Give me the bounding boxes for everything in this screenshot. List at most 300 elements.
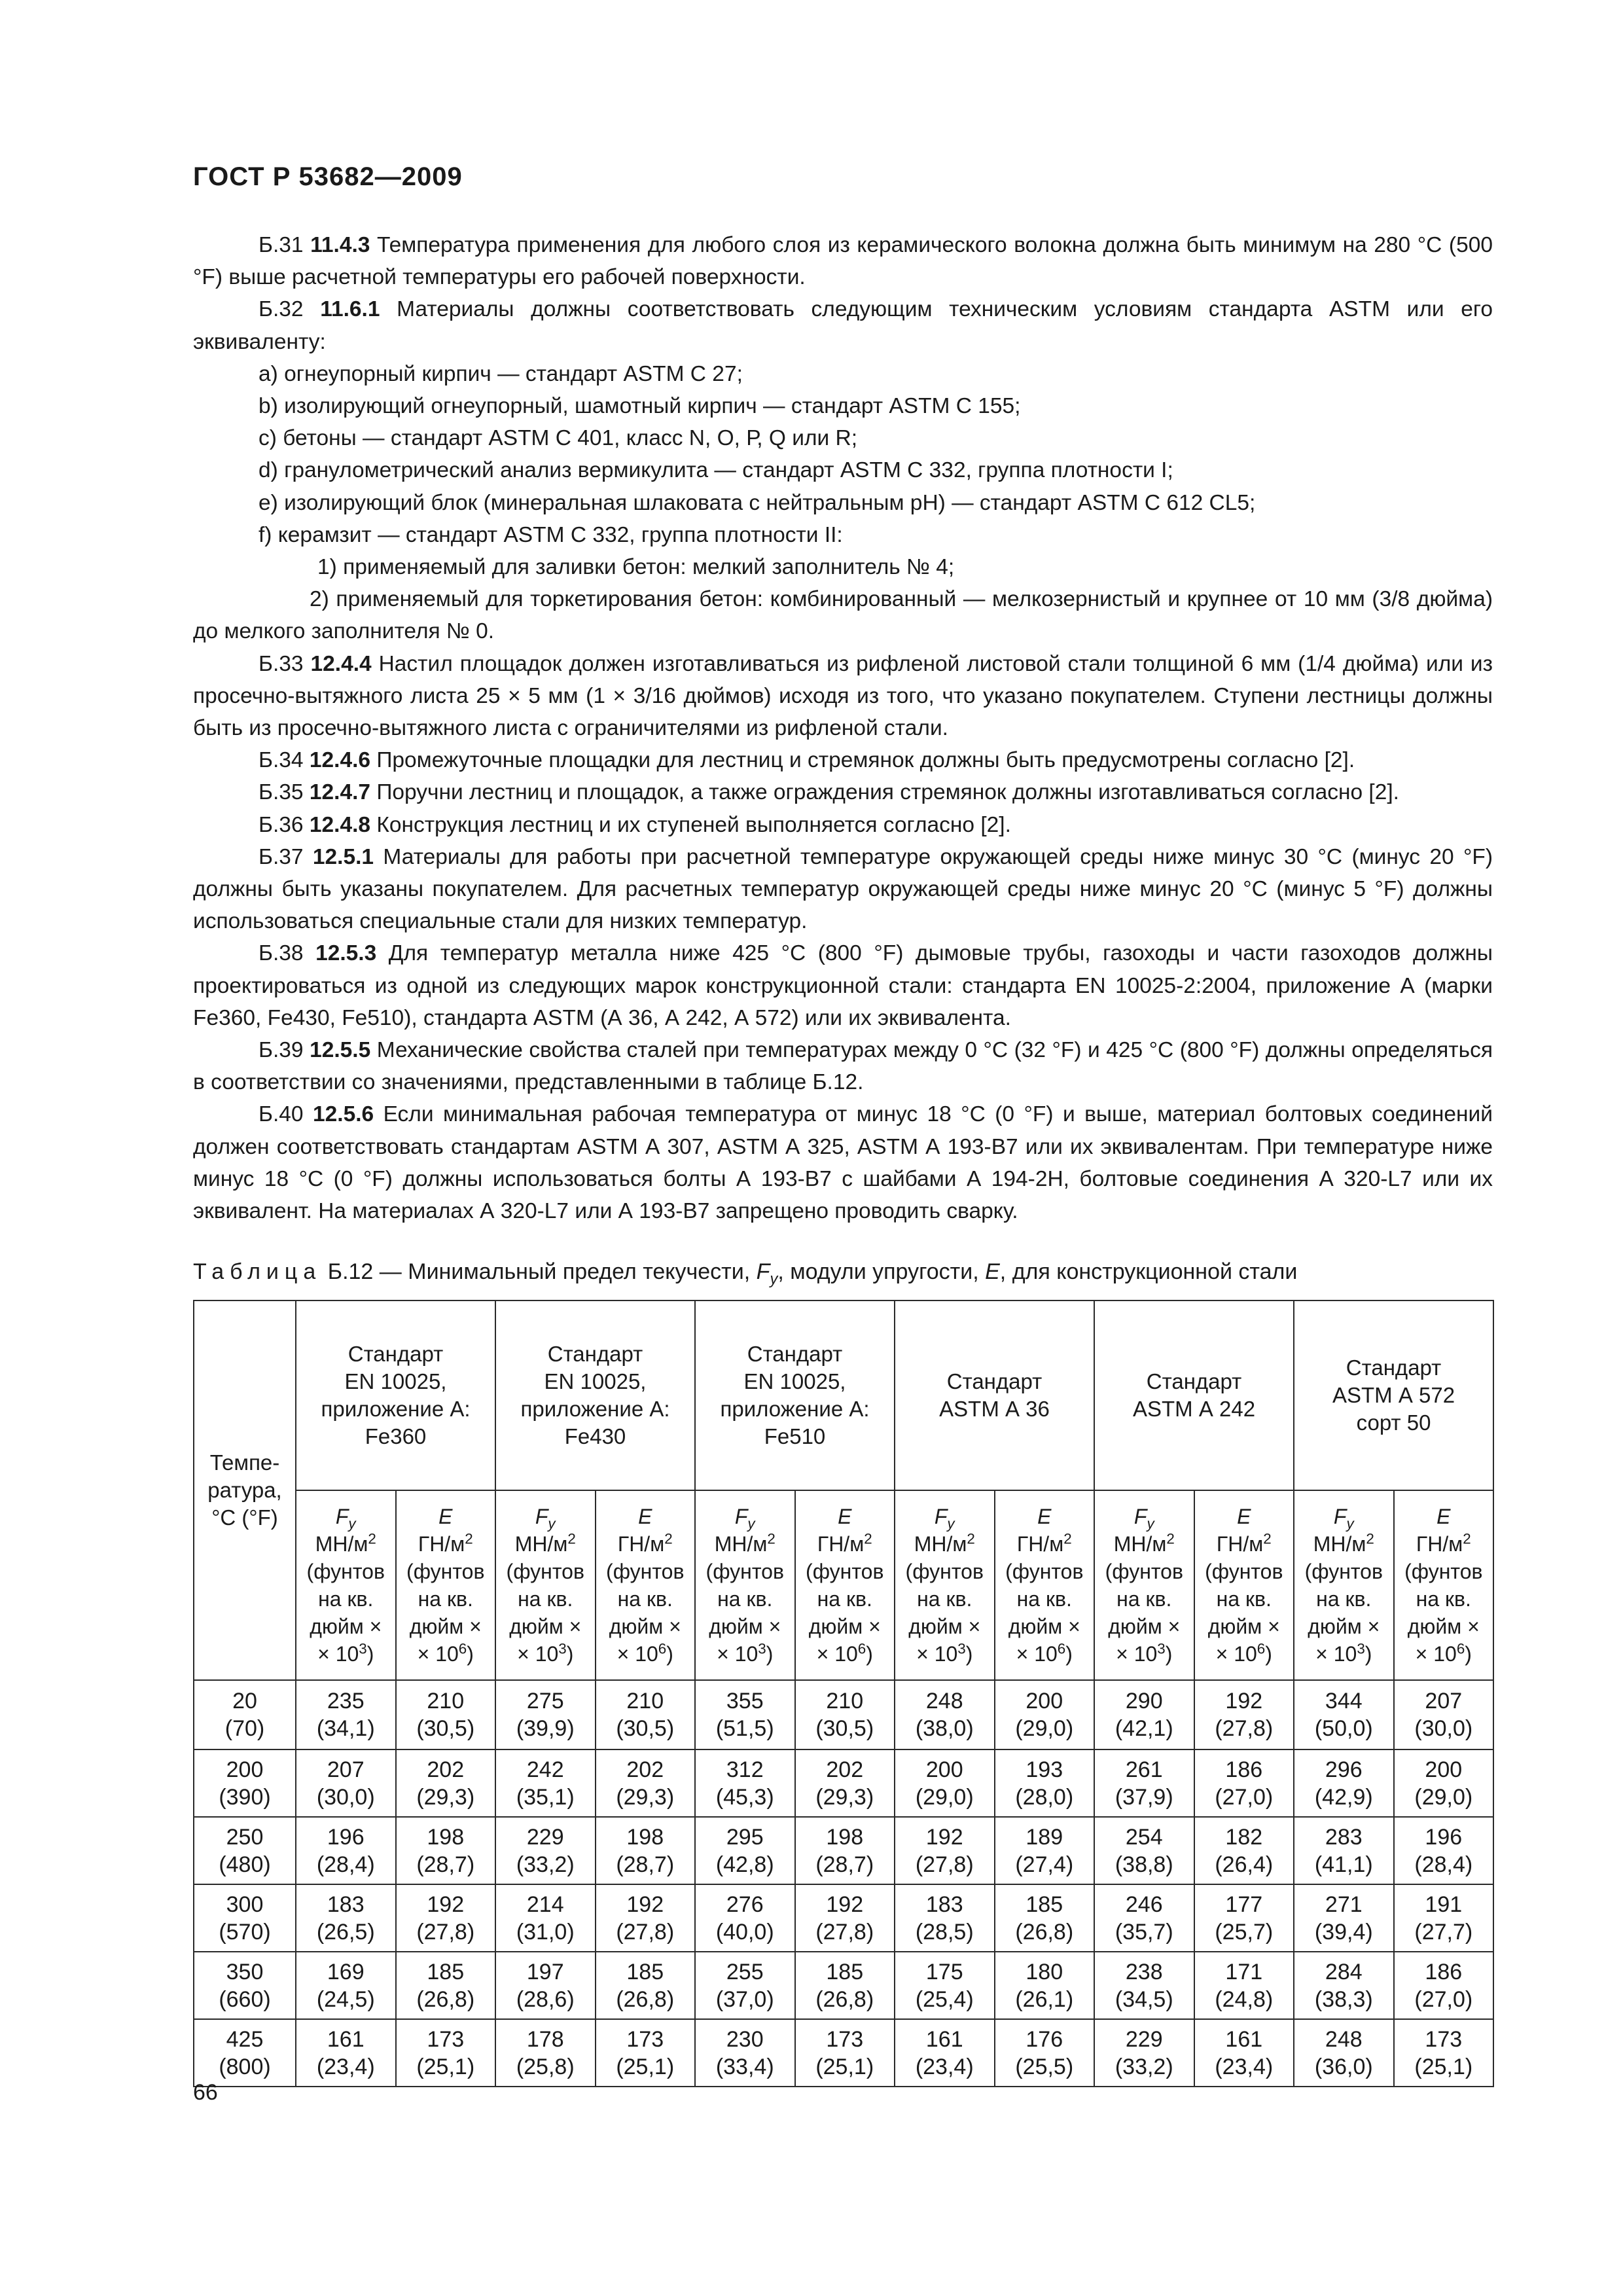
- value-cell: [495, 1952, 596, 2019]
- unit-description-line: на кв.: [1416, 1587, 1471, 1611]
- multiplier-close: ): [965, 1642, 973, 1666]
- si-value: 312: [726, 1757, 764, 1782]
- si-value: 175: [925, 1959, 963, 1984]
- symbol-line: [997, 1503, 1093, 1530]
- si-value: 161: [925, 2026, 963, 2052]
- multiplier-line: [1196, 1640, 1293, 1668]
- multiplier-close: ): [1165, 1642, 1173, 1666]
- symbol: [734, 1505, 755, 1532]
- si-value: 254: [1125, 1824, 1163, 1850]
- imperial-value: (23,4): [1215, 2054, 1274, 2079]
- value-cell: [995, 1817, 1095, 1884]
- imperial-value: (25,1): [815, 2054, 874, 2079]
- symbol: [1237, 1505, 1251, 1528]
- symbol: [1436, 1505, 1450, 1528]
- unit-description-line: дюйм ×: [609, 1615, 681, 1638]
- multiplier-close: ): [866, 1642, 873, 1666]
- symbol-line: [1196, 1503, 1293, 1530]
- paragraph-text: a) огнеупорный кирпич — стандарт ASTM С 27;: [259, 361, 743, 386]
- unit-exponent: 2: [567, 1530, 576, 1547]
- si-value: 207: [1425, 1689, 1463, 1713]
- imperial-value: (27,4): [1015, 1852, 1074, 1877]
- unit-exponent: 2: [368, 1530, 376, 1547]
- unit-line: [298, 1530, 394, 1558]
- symbol: [438, 1505, 452, 1528]
- temperature-cell: [194, 1749, 296, 1817]
- standard-header-line: Fe360: [365, 1424, 427, 1448]
- value-cell: [695, 1952, 795, 2019]
- paragraph-text: Материалы для работы при расчетной температуре окружающей среды ниже минус 30 °С (минус 20 °F) должны быть указаны покупателем. Для расчетных температур окружающей среды ниже минус 20 °С (минус 5 °F) должны использоваться специальные стали для низких температур.: [193, 844, 1493, 934]
- si-value: 200: [925, 1757, 963, 1782]
- si-value: 183: [327, 1892, 365, 1917]
- si-value: 192: [427, 1892, 465, 1917]
- si-value: 295: [726, 1824, 764, 1850]
- standard-header-line: Стандарт: [547, 1342, 643, 1366]
- paragraph-text: c) бетоны — стандарт ASTM С 401, класс N, О, Р, Q или R;: [259, 426, 858, 451]
- document-body: [193, 229, 1493, 1227]
- standard-header-line: ASTM А 242: [1132, 1397, 1256, 1421]
- document-header: ГОСТ Р 53682—2009: [193, 162, 463, 191]
- symbol-letter: F: [1133, 1505, 1147, 1528]
- value-cell: [995, 1884, 1095, 1952]
- paragraph-text: Если минимальная рабочая температура от минус 18 °С (0 °F) и выше, материал болтовых соединений должен соответствовать стандартам ASTM А 307, ASTM А 325, ASTM А 193-В7 или их эквивалентам. При температуре ниже минус 18 °С (0 °F) должны использоваться болты А 193-В7 с шайбами А 194-2Н, болтовые соединения А 320-L7 или их эквивалент. На материалах А 320-L7 или А 193-В7 запрещено проводить сварку.: [193, 1102, 1493, 1224]
- multiplier-close: ): [467, 1642, 474, 1666]
- value-cell: [296, 1680, 396, 1749]
- si-value: 198: [626, 1824, 664, 1850]
- imperial-value: (29,3): [416, 1784, 475, 1810]
- symbol-subscript: y: [348, 1515, 356, 1532]
- si-value: 169: [327, 1959, 365, 1984]
- value-cell: [396, 1817, 496, 1884]
- imperial-value: (35,1): [516, 1784, 575, 1810]
- unit-line: [1396, 1530, 1492, 1558]
- unit-exponent: 2: [864, 1530, 872, 1547]
- standard-header-line: сорт 50: [1356, 1410, 1431, 1435]
- multiplier-exponent: 3: [558, 1640, 567, 1657]
- si-value: 192: [925, 1824, 963, 1850]
- symbol: [838, 1505, 851, 1528]
- symbol-line: [298, 1503, 394, 1530]
- value-cell: [1094, 1952, 1194, 2019]
- symbol-letter: F: [734, 1505, 748, 1528]
- si-value: 183: [925, 1892, 963, 1917]
- unit-exponent: 2: [465, 1530, 473, 1547]
- value-cell: [495, 1749, 596, 1817]
- multiplier: × 10: [417, 1642, 459, 1666]
- standard-header: [1294, 1300, 1493, 1490]
- value-cell: [596, 1680, 696, 1749]
- multiplier-line: [697, 1640, 793, 1668]
- multiplier-line: [398, 1640, 494, 1668]
- imperial-value: (25,5): [1015, 2054, 1074, 2079]
- multiplier-line: [997, 1640, 1093, 1668]
- value-cell: [795, 1952, 895, 2019]
- unit: ГН/м: [1416, 1532, 1463, 1556]
- paragraph: [193, 229, 1493, 293]
- multiplier-exponent: 3: [359, 1640, 367, 1657]
- si-value: 182: [1225, 1824, 1263, 1850]
- section-reference: 12.5.6: [313, 1102, 374, 1127]
- si-value: 202: [826, 1757, 864, 1782]
- unit-exponent: 2: [1263, 1530, 1272, 1547]
- paragraph: [193, 1098, 1493, 1227]
- paragraph-text: Для температур металла ниже 425 °С (800 °F) дымовые трубы, газоходы и части газоходов должны проектироваться из одной из следующих марок конструкционной стали: стандарта EN 10025-2:2004, приложение А (марки Fe360, Fe430, Fe510), стандарта ASTM (А 36, А 242, А 572) или их эквивалента.: [193, 941, 1493, 1030]
- table-row: [194, 1680, 1493, 1749]
- multiplier-exponent: 3: [758, 1640, 766, 1657]
- yield-strength-header: [495, 1490, 596, 1680]
- si-value: 248: [1325, 2026, 1363, 2052]
- clause-number: Б.36: [259, 812, 310, 837]
- si-value: 161: [1225, 2026, 1263, 2052]
- paragraph: [193, 744, 1493, 776]
- symbol-subscript: y: [1346, 1515, 1354, 1532]
- si-value: 355: [726, 1689, 764, 1713]
- multiplier-line: [1396, 1640, 1492, 1668]
- si-value: 197: [526, 1959, 564, 1984]
- multiplier-close: ): [1265, 1642, 1272, 1666]
- symbol-letter: F: [934, 1505, 948, 1528]
- si-value: 283: [1325, 1824, 1363, 1850]
- imperial-value: (33,2): [1115, 2054, 1173, 2079]
- imperial-value: (38,3): [1314, 1986, 1373, 2012]
- symbol-subscript: y: [1147, 1515, 1154, 1532]
- temperature-value: (800): [219, 2054, 271, 2079]
- unit-line: [1196, 1530, 1293, 1558]
- value-cell: [995, 1952, 1095, 2019]
- temperature-cell: [194, 2019, 296, 2087]
- value-cell: [1094, 2019, 1194, 2087]
- value-cell: [995, 1680, 1095, 1749]
- imperial-value: (24,8): [1215, 1986, 1274, 2012]
- standard-header-line: EN 10025,: [344, 1369, 447, 1393]
- value-cell: [495, 1884, 596, 1952]
- standard-header-line: ASTM А 36: [939, 1397, 1050, 1421]
- imperial-value: (42,1): [1115, 1716, 1173, 1741]
- section-reference: 12.4.4: [310, 651, 372, 676]
- value-cell: [1394, 1749, 1494, 1817]
- multiplier-exponent: 6: [658, 1640, 667, 1657]
- unit-description-line: дюйм ×: [709, 1615, 781, 1638]
- unit-description-line: (фунтов: [1404, 1560, 1483, 1583]
- symbol-letter: E: [838, 1505, 852, 1528]
- imperial-value: (25,8): [516, 2054, 575, 2079]
- paragraph: [193, 390, 1493, 422]
- paragraph: [193, 937, 1493, 1034]
- steel-properties-table: [193, 1300, 1494, 2087]
- si-value: 193: [1026, 1757, 1063, 1782]
- section-reference: 12.5.3: [315, 941, 377, 966]
- imperial-value: (28,6): [516, 1986, 575, 2012]
- temperature-value: (70): [224, 1716, 265, 1741]
- multiplier-line: [1296, 1640, 1392, 1668]
- unit-description-line: дюйм ×: [1207, 1615, 1280, 1638]
- multiplier: × 10: [1315, 1642, 1357, 1666]
- symbol-letter: F: [535, 1505, 548, 1528]
- value-cell: [1394, 1817, 1494, 1884]
- si-value: 238: [1125, 1959, 1163, 1984]
- imperial-value: (28,0): [1015, 1784, 1074, 1810]
- unit: МН/м: [1313, 1532, 1366, 1556]
- value-cell: [1294, 2019, 1394, 2087]
- unit-description-line: на кв.: [518, 1587, 573, 1611]
- multiplier-exponent: 3: [1157, 1640, 1166, 1657]
- value-cell: [596, 1749, 696, 1817]
- unit-line: [497, 1530, 594, 1558]
- si-value: 235: [327, 1689, 365, 1713]
- paragraph: [193, 519, 1493, 551]
- si-value: 176: [1026, 2026, 1063, 2052]
- imperial-value: (28,7): [815, 1852, 874, 1877]
- multiplier-exponent: 6: [458, 1640, 467, 1657]
- symbol-line: [398, 1503, 494, 1530]
- multiplier-line: [497, 1640, 594, 1668]
- imperial-value: (37,0): [715, 1986, 774, 2012]
- fy-subscript: y: [770, 1270, 778, 1288]
- value-cell: [895, 2019, 995, 2087]
- unit-description-line: дюйм ×: [1008, 1615, 1080, 1638]
- imperial-value: (26,8): [616, 1986, 675, 2012]
- imperial-value: (25,4): [915, 1986, 974, 2012]
- unit: МН/м: [914, 1532, 967, 1556]
- value-cell: [396, 1680, 496, 1749]
- imperial-value: (30,0): [1414, 1716, 1473, 1741]
- si-value: 284: [1325, 1959, 1363, 1984]
- elastic-modulus-header: [396, 1490, 496, 1680]
- si-value: 191: [1425, 1892, 1463, 1917]
- symbol-letter: E: [438, 1505, 453, 1528]
- paragraph-text: Конструкция лестниц и их ступеней выполняется согласно [2].: [370, 812, 1011, 837]
- si-value: 171: [1225, 1959, 1263, 1984]
- temperature-value: 300: [226, 1892, 264, 1917]
- si-value: 192: [1225, 1689, 1263, 1713]
- imperial-value: (34,5): [1115, 1986, 1173, 2012]
- value-cell: [795, 1749, 895, 1817]
- imperial-value: (50,0): [1314, 1716, 1373, 1741]
- si-value: 173: [626, 2026, 664, 2052]
- symbol-letter: E: [638, 1505, 652, 1528]
- si-value: 271: [1325, 1892, 1363, 1917]
- imperial-value: (26,5): [316, 1919, 375, 1945]
- unit-line: [1296, 1530, 1392, 1558]
- section-reference: 12.4.7: [309, 780, 371, 805]
- value-cell: [1194, 1884, 1294, 1952]
- paragraph: [193, 551, 1493, 583]
- standard-header-line: Fe510: [764, 1424, 826, 1448]
- table-row: [194, 1884, 1493, 1952]
- paragraph-text: Температура применения для любого слоя из керамического волокна должна быть минимум на 280 °С (500 °F) выше расчетной температуры его рабочей поверхности.: [193, 233, 1493, 290]
- imperial-value: (25,7): [1215, 1919, 1274, 1945]
- imperial-value: (30,5): [416, 1716, 475, 1741]
- unit-exponent: 2: [767, 1530, 776, 1547]
- symbol: [535, 1505, 556, 1532]
- value-cell: [895, 1749, 995, 1817]
- imperial-value: (37,9): [1115, 1784, 1173, 1810]
- unit-description-line: (фунтов: [905, 1560, 984, 1583]
- standard-header: [296, 1300, 495, 1490]
- table-caption-word: Таблица: [193, 1259, 322, 1284]
- symbol-line: [1096, 1503, 1192, 1530]
- multiplier: × 10: [1116, 1642, 1158, 1666]
- symbol-line: [597, 1503, 694, 1530]
- multiplier: × 10: [317, 1642, 359, 1666]
- temperature-value: (660): [219, 1986, 271, 2012]
- unit-exponent: 2: [1063, 1530, 1072, 1547]
- section-reference: 11.6.1: [320, 297, 380, 322]
- value-cell: [1194, 1749, 1294, 1817]
- multiplier: × 10: [1415, 1642, 1457, 1666]
- multiplier-line: [897, 1640, 993, 1668]
- imperial-value: (34,1): [316, 1716, 375, 1741]
- elastic-modulus-header: [795, 1490, 895, 1680]
- value-cell: [296, 1952, 396, 2019]
- imperial-value: (27,0): [1215, 1784, 1274, 1810]
- si-value: 255: [726, 1959, 764, 1984]
- value-cell: [1394, 1884, 1494, 1952]
- clause-number: Б.37: [259, 844, 313, 869]
- table-caption-end: , для конструкционной стали: [999, 1259, 1298, 1284]
- yield-strength-header: [695, 1490, 795, 1680]
- si-value: 186: [1225, 1757, 1263, 1782]
- standard-header-line: EN 10025,: [544, 1369, 647, 1393]
- imperial-value: (35,7): [1115, 1919, 1173, 1945]
- section-reference: 12.4.8: [309, 812, 371, 837]
- multiplier-line: [597, 1640, 694, 1668]
- yield-strength-header: [296, 1490, 396, 1680]
- symbol-subscript: y: [747, 1515, 755, 1532]
- yield-strength-header: [1094, 1490, 1194, 1680]
- value-cell: [795, 1680, 895, 1749]
- value-cell: [1194, 1817, 1294, 1884]
- multiplier-exponent: 6: [1257, 1640, 1266, 1657]
- elastic-modulus-header: [995, 1490, 1095, 1680]
- standard-header-line: ASTM А 572: [1332, 1383, 1455, 1407]
- paragraph: [193, 487, 1493, 519]
- paragraph: [193, 454, 1493, 486]
- clause-number: Б.35: [259, 780, 310, 805]
- unit-description-line: (фунтов: [606, 1560, 685, 1583]
- paragraph-text: Поручни лестниц и площадок, а также ограждения стремянок должны изготавливаться согласно [2].: [370, 780, 1399, 805]
- imperial-value: (26,4): [1215, 1852, 1274, 1877]
- imperial-value: (25,1): [616, 2054, 675, 2079]
- table-row: [194, 1817, 1493, 1884]
- unit-description-line: (фунтов: [1304, 1560, 1383, 1583]
- imperial-value: (30,0): [316, 1784, 375, 1810]
- paragraph: [193, 776, 1493, 808]
- temperature-value: 425: [226, 2026, 264, 2052]
- si-value: 296: [1325, 1757, 1363, 1782]
- symbol: [1333, 1505, 1354, 1532]
- unit-exponent: 2: [1366, 1530, 1374, 1547]
- si-value: 173: [826, 2026, 864, 2052]
- si-value: 161: [327, 2026, 365, 2052]
- unit-description-line: на кв.: [1216, 1587, 1272, 1611]
- si-value: 276: [726, 1892, 764, 1917]
- section-reference: 12.5.1: [312, 844, 374, 869]
- unit-line: [597, 1530, 694, 1558]
- multiplier-close: ): [1364, 1642, 1372, 1666]
- value-cell: [895, 1680, 995, 1749]
- paragraph-text: 2) применяемый для торкетирования бетон: комбинированный — мелкозернистый и крупнее от 10 мм (3/8 дюйма) до мелкого заполнителя № 0.: [193, 587, 1493, 644]
- si-value: 210: [626, 1689, 664, 1713]
- symbol-line: [1396, 1503, 1492, 1530]
- unit-line: [997, 1530, 1093, 1558]
- si-value: 229: [526, 1824, 564, 1850]
- multiplier-exponent: 3: [1357, 1640, 1365, 1657]
- standard-header: [1094, 1300, 1294, 1490]
- section-reference: 12.5.5: [310, 1038, 371, 1063]
- si-value: 230: [726, 2026, 764, 2052]
- fy-symbol: F: [756, 1259, 770, 1284]
- symbol-line: [697, 1503, 793, 1530]
- temperature-header-line: °С (°F): [211, 1505, 278, 1530]
- paragraph: [193, 583, 1493, 647]
- unit-line: [697, 1530, 793, 1558]
- imperial-value: (24,5): [316, 1986, 375, 2012]
- standard-header-line: приложение А:: [520, 1397, 670, 1421]
- imperial-value: (29,0): [1015, 1716, 1074, 1741]
- elastic-modulus-header: [1394, 1490, 1494, 1680]
- paragraph: [193, 358, 1493, 390]
- temperature-value: 250: [226, 1824, 264, 1850]
- si-value: 246: [1125, 1892, 1163, 1917]
- table-header-row: [194, 1300, 1493, 1490]
- si-value: 210: [826, 1689, 864, 1713]
- si-value: 185: [1026, 1892, 1063, 1917]
- multiplier: × 10: [1016, 1642, 1058, 1666]
- unit-description-line: (фунтов: [1105, 1560, 1183, 1583]
- section-reference: 12.4.6: [309, 748, 371, 773]
- symbol: [1133, 1505, 1154, 1532]
- unit-exponent: 2: [1463, 1530, 1471, 1547]
- imperial-value: (28,4): [316, 1852, 375, 1877]
- unit-description-line: (фунтов: [705, 1560, 784, 1583]
- symbol: [934, 1505, 955, 1532]
- imperial-value: (31,0): [516, 1919, 575, 1945]
- symbol: [638, 1505, 652, 1528]
- symbol-subscript: y: [548, 1515, 556, 1532]
- unit-line: [398, 1530, 494, 1558]
- table-caption-text: — Минимальный предел текучести,: [379, 1259, 751, 1284]
- yield-strength-header: [1294, 1490, 1394, 1680]
- si-value: 185: [427, 1959, 465, 1984]
- multiplier-close: ): [666, 1642, 673, 1666]
- unit-description-line: (фунтов: [806, 1560, 884, 1583]
- temperature-value: 200: [226, 1757, 264, 1782]
- multiplier: × 10: [1215, 1642, 1257, 1666]
- imperial-value: (27,8): [416, 1919, 475, 1945]
- value-cell: [296, 1884, 396, 1952]
- imperial-value: (28,7): [416, 1852, 475, 1877]
- imperial-value: (23,4): [316, 2054, 375, 2079]
- imperial-value: (38,8): [1115, 1852, 1173, 1877]
- multiplier: × 10: [717, 1642, 758, 1666]
- paragraph-text: f) керамзит — стандарт ASTM С 332, группа плотности II:: [259, 522, 843, 547]
- value-cell: [695, 1884, 795, 1952]
- imperial-value: (25,1): [416, 2054, 475, 2079]
- si-value: 248: [925, 1689, 963, 1713]
- imperial-value: (28,7): [616, 1852, 675, 1877]
- si-value: 214: [526, 1892, 564, 1917]
- unit: ГН/м: [817, 1532, 865, 1556]
- imperial-value: (33,2): [516, 1852, 575, 1877]
- si-value: 178: [526, 2026, 564, 2052]
- si-value: 173: [427, 2026, 465, 2052]
- unit-description-line: дюйм ×: [908, 1615, 981, 1638]
- si-value: 192: [826, 1892, 864, 1917]
- si-value: 198: [427, 1824, 465, 1850]
- value-cell: [895, 1884, 995, 1952]
- paragraph-text: 1) применяемый для заливки бетон: мелкий заполнитель № 4;: [317, 555, 955, 580]
